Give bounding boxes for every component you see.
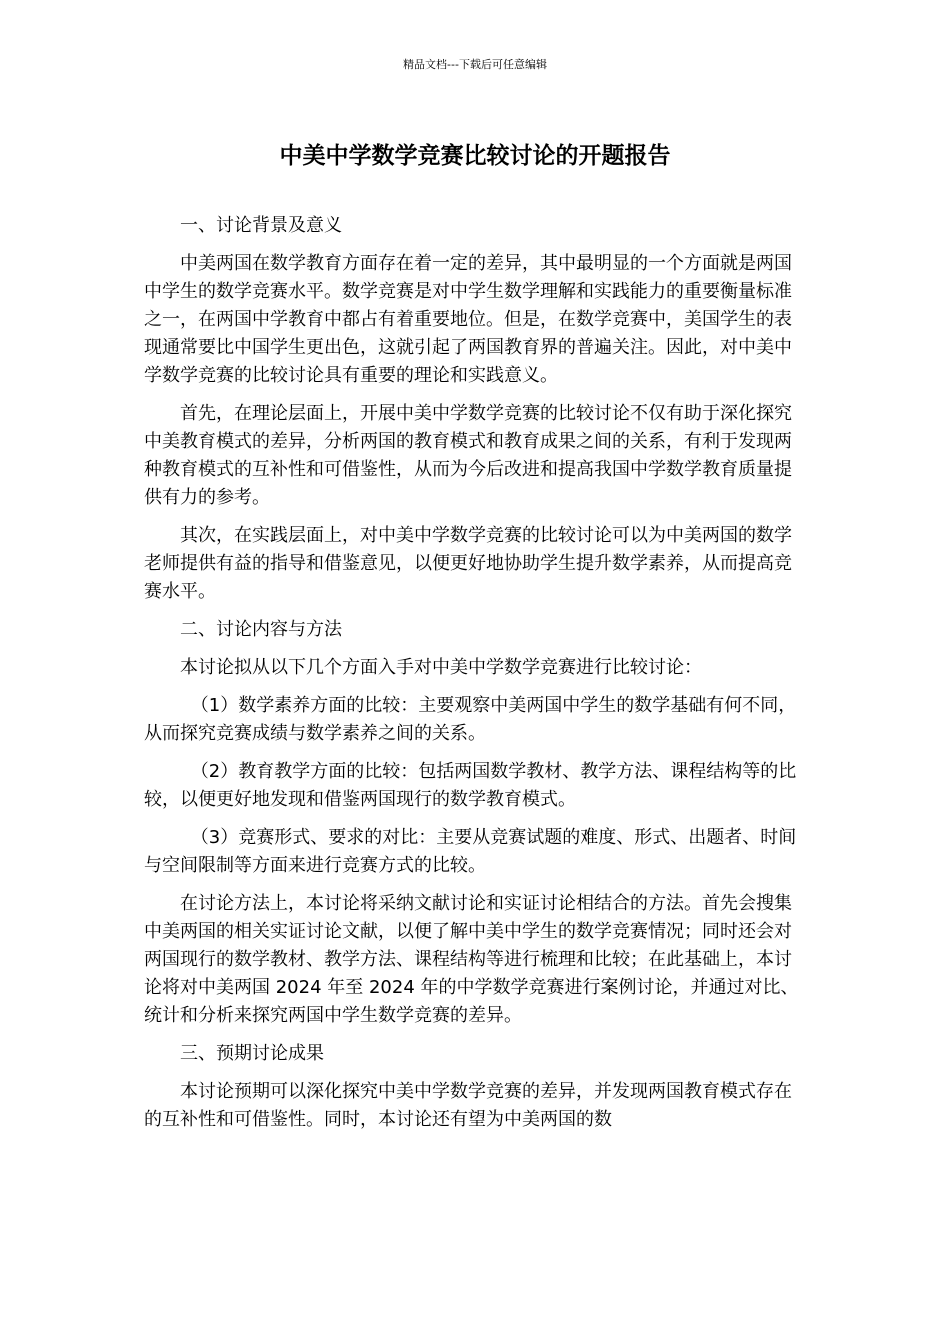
paragraph-method: 在讨论方法上，本讨论将采纳文献讨论和实证讨论相结合的方法。首先会搜集中美两国的相关实证讨论文献，以便了解中美中学生的数学竞赛情况；同时还会对两国现行的数学教材、教学方法、课程结构等进行梳理和比较；在此基础上，本讨论将对中美两国 2024 年至 2024 年的中学数学竞赛进行案例讨论，并通过对比、统计和分析来探究两国中学生数学竞赛的差异。	[144, 893, 799, 1026]
section-heading-content-method: 二、讨论内容与方法	[180, 619, 342, 640]
document-title: 中美中学数学竞赛比较讨论的开题报告	[279, 143, 671, 169]
section-heading-background: 一、讨论背景及意义	[180, 215, 342, 236]
list-item-teaching: （2）教育教学方面的比较：包括两国数学教材、教学方法、课程结构等的比较，以便更好地发现和借鉴两国现行的数学教育模式。	[144, 761, 797, 810]
paragraph-expected-results: 本讨论预期可以深化探究中美中学数学竞赛的差异，并发现两国教育模式存在的互补性和可借鉴性。同时，本讨论还有望为中美两国的数	[144, 1081, 792, 1130]
paragraph-background-1: 中美两国在数学教育方面存在着一定的差异，其中最明显的一个方面就是两国中学生的数学竞赛水平。数学竞赛是对中学生数学理解和实践能力的重要衡量标准之一，在两国中学教育中都占有着重要地位。但是，在数学竞赛中，美国学生的表现通常要比中国学生更出色，这就引起了两国教育界的普遍关注。因此，对中美中学数学竞赛的比较讨论具有重要的理论和实践意义。	[144, 253, 792, 386]
section-heading-expected-results: 三、预期讨论成果	[180, 1043, 324, 1064]
paragraph-content-intro: 本讨论拟从以下几个方面入手对中美中学数学竞赛进行比较讨论：	[180, 657, 702, 678]
list-item-literacy: （1）数学素养方面的比较：主要观察中美两国中学生的数学基础有何不同，从而探究竞赛成绩与数学素养之间的关系。	[144, 695, 797, 744]
list-item-competition-form: （3）竞赛形式、要求的对比：主要从竞赛试题的难度、形式、出题者、时间与空间限制等方面来进行竞赛方式的比较。	[144, 827, 797, 876]
page-header-watermark: 精品文档---下载后可任意编辑	[403, 58, 547, 71]
paragraph-background-3: 其次，在实践层面上，对中美中学数学竞赛的比较讨论可以为中美两国的数学老师提供有益的指导和借鉴意见，以便更好地协助学生提升数学素养，从而提高竞赛水平。	[144, 525, 792, 602]
document-body	[144, 212, 806, 1144]
paragraph-background-2: 首先，在理论层面上，开展中美中学数学竞赛的比较讨论不仅有助于深化探究中美教育模式的差异，分析两国的教育模式和教育成果之间的关系，有利于发现两种教育模式的互补性和可借鉴性，从而为今后改进和提高我国中学数学教育质量提供有力的参考。	[144, 403, 792, 508]
